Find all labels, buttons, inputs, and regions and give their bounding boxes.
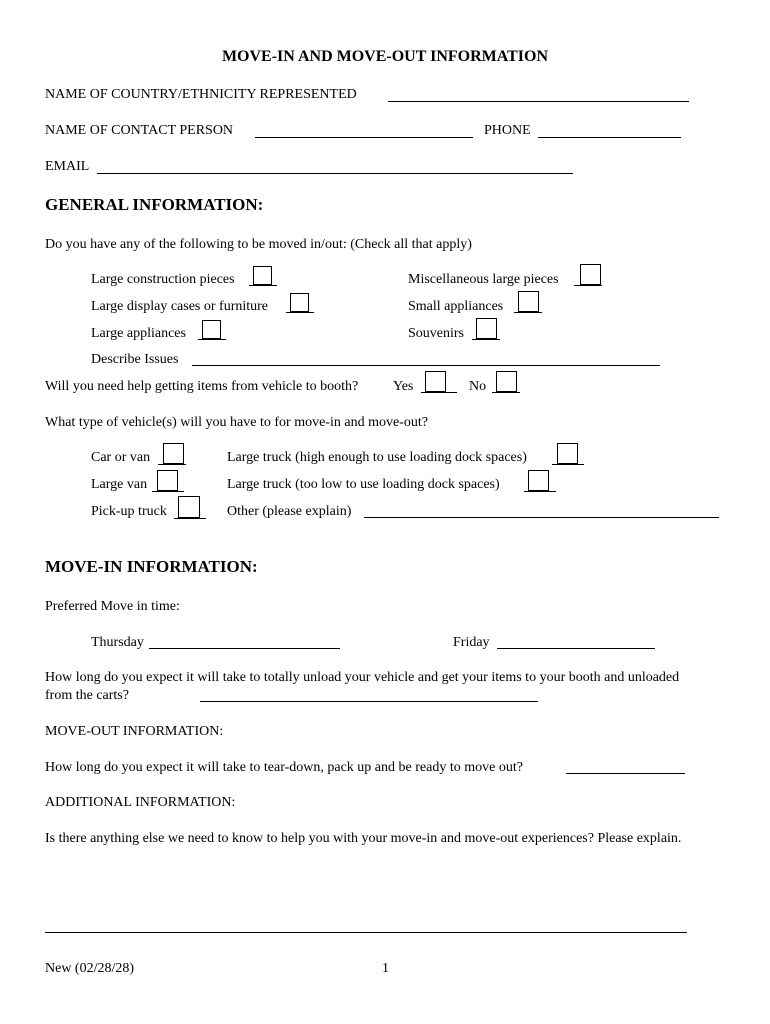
unload-question: How long do you expect it will take to totally unload your vehicle and get your items to your booth and unloaded from the carts?: [45, 670, 680, 703]
contact-field[interactable]: [255, 120, 473, 138]
additional-question: Is there anything else we need to know to help you with your move-in and move-out experiences? Please explain.: [45, 831, 682, 846]
country-field[interactable]: [388, 84, 689, 102]
describe-label: Describe Issues: [91, 352, 179, 367]
item-souvenirs-checkbox[interactable]: [476, 318, 497, 339]
checkbox-underline: [286, 312, 314, 313]
checkbox-underline: [421, 392, 457, 393]
checkbox-underline: [198, 339, 226, 340]
checkbox-underline: [524, 491, 556, 492]
checkbox-underline: [472, 339, 500, 340]
help-no-checkbox[interactable]: [496, 371, 517, 392]
thursday-label: Thursday: [91, 635, 144, 650]
email-field[interactable]: [97, 156, 573, 174]
vehicle-car-label: Car or van: [91, 450, 151, 465]
item-display-checkbox[interactable]: [290, 293, 309, 312]
item-misc-checkbox[interactable]: [580, 264, 601, 285]
checkbox-underline: [158, 464, 186, 465]
item-souvenirs-label: Souvenirs: [408, 326, 464, 341]
additional-heading: ADDITIONAL INFORMATION:: [45, 795, 236, 810]
vehicle-truck-high-checkbox[interactable]: [557, 443, 578, 464]
friday-label: Friday: [453, 635, 490, 650]
vehicle-pickup-label: Pick-up truck: [91, 504, 167, 519]
additional-underline: [45, 932, 687, 933]
checkbox-underline: [174, 518, 206, 519]
yes-label: Yes: [393, 379, 414, 394]
checkbox-underline: [152, 491, 184, 492]
item-appliances-label: Large appliances: [91, 326, 186, 341]
no-label: No: [469, 379, 487, 394]
vehicle-other-field[interactable]: [364, 500, 719, 518]
checkbox-underline: [492, 392, 520, 393]
general-heading: GENERAL INFORMATION:: [45, 195, 264, 214]
describe-field[interactable]: [192, 348, 660, 366]
additional-field[interactable]: [45, 910, 687, 928]
help-yes-checkbox[interactable]: [425, 371, 446, 392]
country-label: NAME OF COUNTRY/ETHNICITY REPRESENTED: [45, 87, 357, 102]
item-appliances-checkbox[interactable]: [202, 320, 221, 339]
email-label: EMAIL: [45, 159, 90, 174]
item-construction-checkbox[interactable]: [253, 266, 272, 285]
moveout-heading: MOVE-OUT INFORMATION:: [45, 724, 224, 739]
general-question: Do you have any of the following to be moved in/out: (Check all that apply): [45, 237, 472, 252]
vehicle-truck-low-checkbox[interactable]: [528, 470, 549, 491]
friday-field[interactable]: [497, 631, 655, 649]
unload-field[interactable]: [200, 684, 538, 702]
checkbox-underline: [514, 312, 542, 313]
vehicle-car-checkbox[interactable]: [163, 443, 184, 464]
vehicle-question: What type of vehicle(s) will you have to for move-in and move-out?: [45, 415, 428, 430]
form-title: MOVE-IN AND MOVE-OUT INFORMATION: [221, 48, 549, 65]
vehicle-truck-high-label: Large truck (high enough to use loading dock spaces): [227, 450, 527, 465]
item-small-appliances-label: Small appliances: [408, 299, 504, 314]
preferred-label: Preferred Move in time:: [45, 599, 180, 614]
item-display-label: Large display cases or furniture: [91, 299, 269, 314]
vehicle-truck-low-label: Large truck (too low to use loading dock spaces): [227, 477, 500, 492]
phone-label: PHONE: [484, 123, 531, 138]
vehicle-other-label: Other (please explain): [227, 504, 352, 519]
revision-label: New (02/28/28): [45, 961, 135, 976]
checkbox-underline: [249, 285, 277, 286]
item-misc-label: Miscellaneous large pieces: [408, 272, 559, 287]
checkbox-underline: [552, 464, 584, 465]
vehicle-large-van-checkbox[interactable]: [157, 470, 178, 491]
item-small-appliances-checkbox[interactable]: [518, 291, 539, 312]
moveout-field[interactable]: [566, 756, 685, 774]
item-construction-label: Large construction pieces: [91, 272, 235, 287]
help-question: Will you need help getting items from vehicle to booth?: [45, 379, 359, 394]
contact-label: NAME OF CONTACT PERSON: [45, 123, 234, 138]
movein-heading: MOVE-IN INFORMATION:: [45, 557, 258, 576]
vehicle-large-van-label: Large van: [91, 477, 148, 492]
moveout-question: How long do you expect it will take to tear-down, pack up and be ready to move out?: [45, 760, 523, 775]
checkbox-underline: [574, 285, 602, 286]
phone-field[interactable]: [538, 120, 681, 138]
vehicle-pickup-checkbox[interactable]: [178, 496, 200, 518]
thursday-field[interactable]: [149, 631, 340, 649]
page-number: 1: [382, 961, 389, 976]
